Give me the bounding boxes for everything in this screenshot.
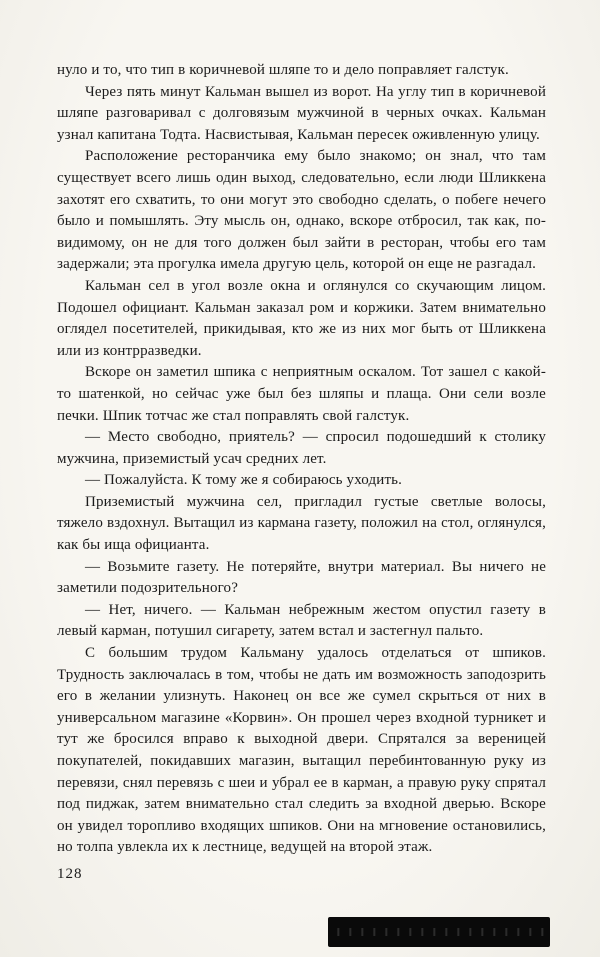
paragraph-dialogue: — Место свободно, приятель? — спросил подошедший к столику мужчина, приземистый усач средних лет. (57, 429, 546, 467)
paragraph-dialogue: — Нет, ничего. — Кальман небрежным жестом опустил газету в левый карман, потушил сигарету, затем встал и застегнул пальто. (57, 601, 546, 640)
paragraph-continuation: нуло и то, что тип в коричневой шляпе то и дело поправляет галстук. (57, 62, 509, 78)
paragraph: Кальман сел в угол возле окна и оглянулся со скучающим лицом. Подошел официант. Кальман заказал ром и коржики. Затем внимательно оглядел посетителей, прикидывая, кто же из них мог быть от Шликкена или из контрразведки. (57, 277, 546, 359)
paragraph: С большим трудом Кальману удалось отделаться от шпиков. Трудность заключалась в том, чтобы не дать им возможность заподозрить его в желании улизнуть. Наконец он все же сумел скрыться от них в универсальном магазине «Корвин». Он прошел через входной турникет и тут же бросился вправо к выходной двери. Спрятался за вереницей покупателей, покидавших магазин, вытащил перебинтованную руку из перевязи, снял перевязь с шеи и убрал ее в карман, а правую руку спрятал под пиджак, затем внимательно стал следить за входной дверью. Вскоре он увидел торопливо входящих шпиков. Они на мгновение остановились, но толпа увлекла их к лестнице, ведущей на второй этаж. (57, 645, 546, 856)
page-text-block (57, 60, 546, 859)
paragraph: Вскоре он заметил шпика с неприятным оскалом. Тот зашел с какой-то шатенкой, но сейчас уже был без шляпы и плаща. Они сели возле печки. Шпик тотчас же стал поправлять свой галстук. (57, 364, 546, 424)
paragraph: Через пять минут Кальман вышел из ворот. На углу тип в коричневой шляпе разговаривал с долговязым мужчиной в черных очках. Кальман узнал капитана Тодта. Насвистывая, Кальман пересек оживленную улицу. (57, 83, 546, 143)
paragraph-dialogue: — Пожалуйста. К тому же я собираюсь уходить. (85, 472, 403, 489)
paragraph: Приземистый мужчина сел, пригладил густые светлые волосы, тяжело вздохнул. Вытащил из кармана газету, положил на стол, оглянулся, как бы ища официанта. (57, 493, 546, 554)
paragraph-dialogue: — Возьмите газету. Не потеряйте, внутри материал. Вы ничего не заметили подозрительного? (57, 558, 546, 597)
paragraph: Расположение ресторанчика ему было знакомо; он знал, что там существует всего лишь один выход, следовательно, если люди Шликкена захотят его схватить, то они могут это свободно сделать, о побеге нечего было и помышлять. Эту мысль он, однако, вскоре отбросил, так как, по-видимому, он не для того должен был зайти в ресторан, чтобы его там задержали; эта прогулка имела другую цель, которой он еще не разгадал. (57, 148, 546, 273)
redaction-watermark-bar (328, 917, 550, 947)
page-number: 128 (57, 866, 83, 882)
